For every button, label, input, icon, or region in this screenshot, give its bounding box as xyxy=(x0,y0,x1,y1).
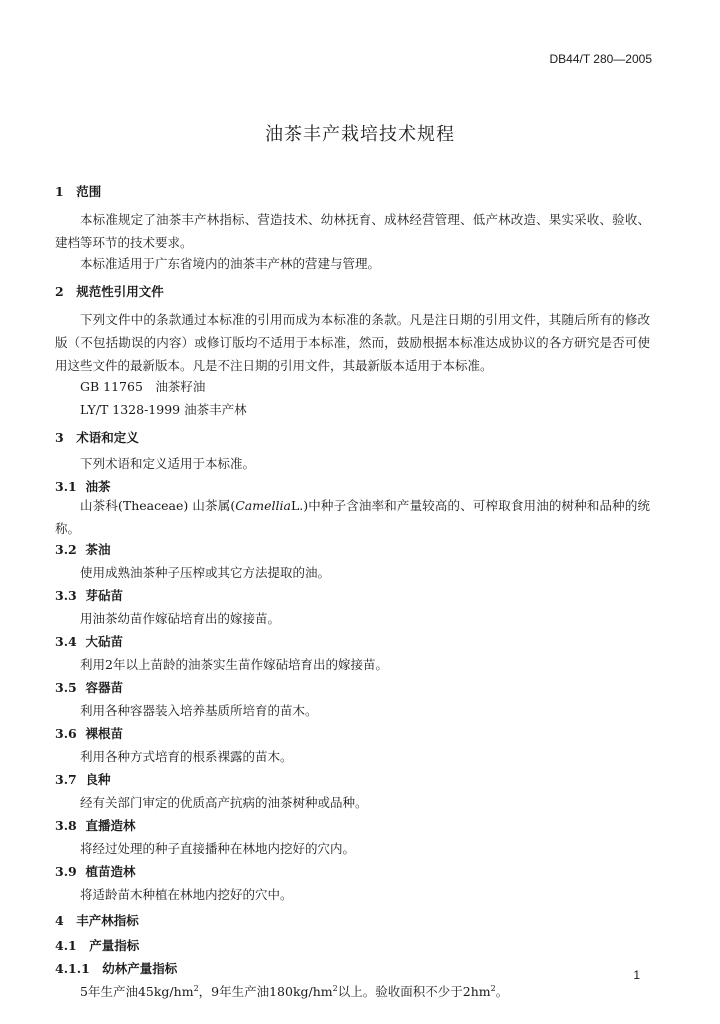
reference-item: LY/T 1328-1999 油茶丰产林 xyxy=(80,402,247,417)
yield-text-part: 5年生产油45kg/hm xyxy=(80,984,194,999)
references-paragraph: 下列文件中的条款通过本标准的引用而成为本标准的条款。凡是注日期的引用文件，其随后所有的修改版（不包括勘误的内容）或修订版均不适用于本标准，然而，鼓励根据本标准达成协议的各方研究是否可使用这些文件的最新版本。凡是不注日期的引用文件，其最新版本适用于本标准。 xyxy=(55,312,650,373)
term-number: 3.4 xyxy=(55,634,77,649)
section-heading-terms: 3 术语和定义 xyxy=(55,430,139,445)
reference-item: GB 11765 油茶籽油 xyxy=(80,379,206,394)
section-heading-indicators: 4 丰产林指标 xyxy=(55,913,139,928)
subsection-heading: 4.1.1 幼林产量指标 xyxy=(55,961,178,976)
term-definition: 将经过处理的种子直接播种在林地内挖好的穴内。 xyxy=(80,841,356,856)
term-number: 3.1 xyxy=(55,479,77,494)
term-definition: 使用成熟油茶种子压榨或其它方法提取的油。 xyxy=(80,565,331,580)
section-heading-scope: 1 范围 xyxy=(55,184,102,199)
yield-text-part: 以上。验收面积不少于2hm xyxy=(337,984,491,999)
term-heading xyxy=(55,540,110,558)
term-name: 植苗造林 xyxy=(85,864,136,879)
term-number: 3.8 xyxy=(55,818,77,833)
term-name: 芽砧苗 xyxy=(85,588,123,603)
term-definition: 利用2年以上苗龄的油茶实生苗作嫁砧培育出的嫁接苗。 xyxy=(80,657,388,672)
term-definition xyxy=(55,494,650,540)
term-number: 3.2 xyxy=(55,542,77,557)
term-number: 3.7 xyxy=(55,772,77,787)
term-definition-part: L.)中种子含油率和产量较高的、可榨取食用油的树种和品种的统称。 xyxy=(55,498,650,536)
term-number: 3.3 xyxy=(55,588,77,603)
term-name: 直播造林 xyxy=(85,818,136,833)
term-heading xyxy=(55,862,135,880)
term-definition: 用油茶幼苗作嫁砧培育出的嫁接苗。 xyxy=(80,611,281,626)
scope-paragraph-1: 本标准规定了油茶丰产林指标、营造技术、幼林抚育、成林经营管理、低产林改造、果实采收、验收、建档等环节的技术要求。 xyxy=(55,212,650,250)
term-name: 裸根苗 xyxy=(85,726,123,741)
term-name: 良种 xyxy=(85,772,111,787)
standard-code: DB44/T 280—2005 xyxy=(549,52,652,66)
superscript: 2 xyxy=(490,983,496,993)
term-number: 3.6 xyxy=(55,726,77,741)
term-heading xyxy=(55,724,123,742)
subsection-heading: 4.1 产量指标 xyxy=(55,938,140,953)
term-definition: 将适龄苗木种植在林地内挖好的穴中。 xyxy=(80,887,293,902)
term-number: 3.9 xyxy=(55,864,77,879)
term-name: 大砧苗 xyxy=(85,634,123,649)
term-heading xyxy=(55,586,123,604)
superscript: 2 xyxy=(332,983,338,993)
term-definition: 经有关部门审定的优质高产抗病的油茶树种或品种。 xyxy=(80,795,368,810)
yield-text-part: ，9年生产油180kg/hm xyxy=(198,984,333,999)
term-heading xyxy=(55,477,110,495)
yield-indicator-text xyxy=(80,982,508,1000)
term-heading xyxy=(55,816,135,834)
section-heading-references: 2 规范性引用文件 xyxy=(55,284,164,299)
term-definition: 利用各种容器装入培养基质所培育的苗木。 xyxy=(80,703,318,718)
term-definition: 利用各种方式培育的根系裸露的苗木。 xyxy=(80,749,293,764)
page-number: 1 xyxy=(633,968,640,982)
term-heading xyxy=(55,678,123,696)
term-name: 油茶 xyxy=(85,479,111,494)
term-name: 茶油 xyxy=(85,542,111,557)
scope-paragraph-2: 本标准适用于广东省境内的油茶丰产林的营建与管理。 xyxy=(80,256,381,271)
term-heading xyxy=(55,632,123,650)
term-definition-part: 山茶科(Theaceae) 山茶属( xyxy=(80,498,236,513)
terms-intro: 下列术语和定义适用于本标准。 xyxy=(80,456,256,471)
term-name: 容器苗 xyxy=(85,680,123,695)
genus-name: Camellia xyxy=(235,498,291,513)
page-title: 油茶丰产栽培技术规程 xyxy=(265,124,455,145)
term-number: 3.5 xyxy=(55,680,77,695)
superscript: 2 xyxy=(193,983,199,993)
term-heading xyxy=(55,770,110,788)
yield-text-part: 。 xyxy=(495,984,509,999)
